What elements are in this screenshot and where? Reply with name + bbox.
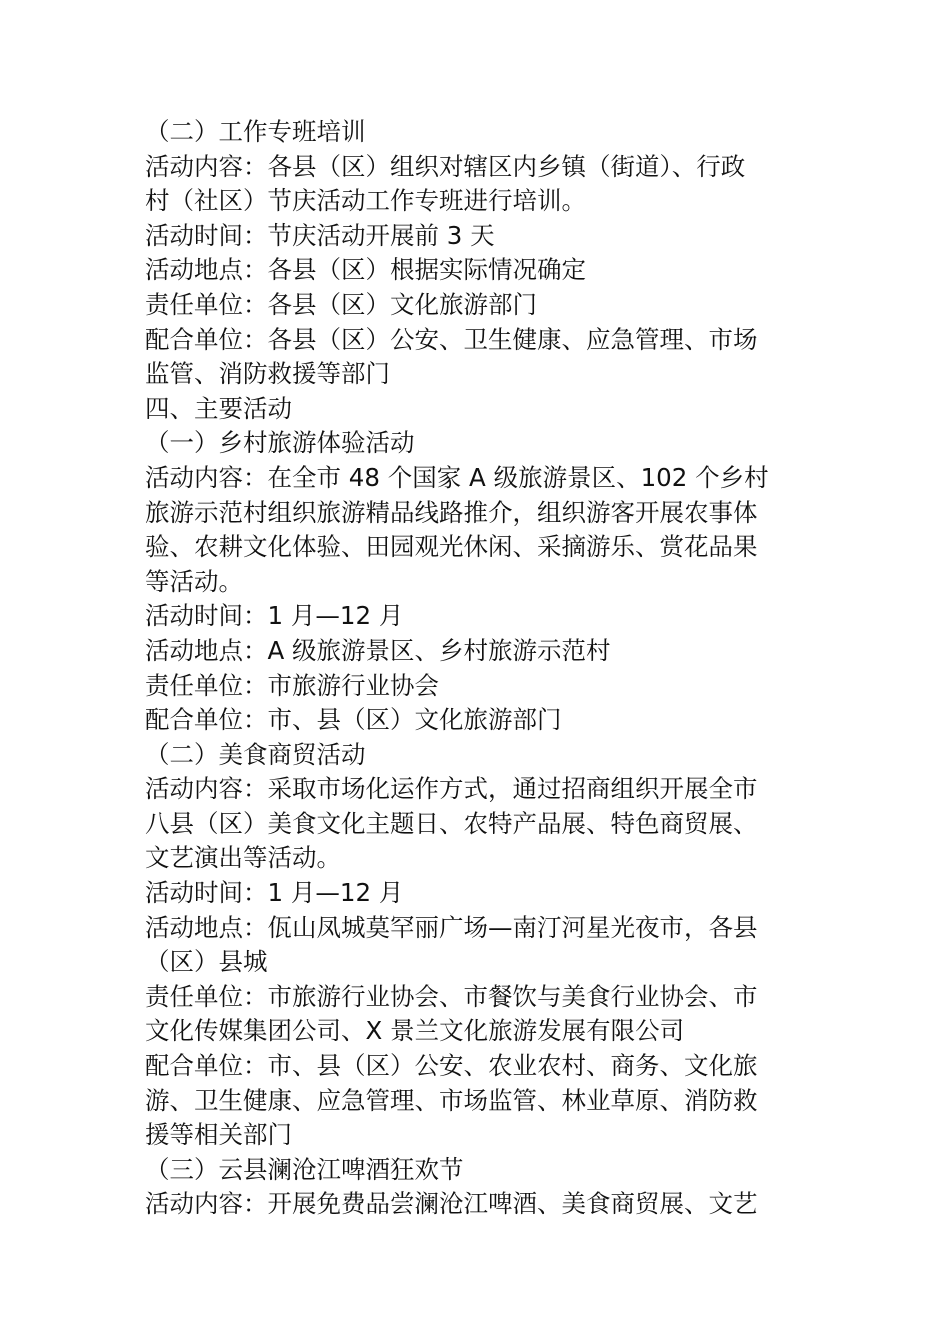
text-line: 验、农耕文化体验、田园观光休闲、采摘游乐、赏花品果	[145, 532, 758, 562]
text-line: 等活动。	[145, 566, 243, 596]
text-line: 监管、消防救援等部门	[145, 359, 390, 389]
document-body	[145, 115, 807, 1222]
heading-food-trade: （二）美食商贸活动	[145, 739, 366, 769]
heading-beer-festival: （三）云县澜沧江啤酒狂欢节	[145, 1154, 464, 1184]
heading-main-activities: 四、主要活动	[145, 393, 292, 423]
text-line: 活动内容：开展免费品尝澜沧江啤酒、美食商贸展、文艺	[145, 1189, 758, 1219]
text-line: 活动地点：A 级旅游景区、乡村旅游示范村	[145, 635, 611, 665]
text-line: 配合单位：各县（区）公安、卫生健康、应急管理、市场	[145, 324, 758, 354]
text-line: 责任单位：各县（区）文化旅游部门	[145, 289, 537, 319]
text-line: 旅游示范村组织旅游精品线路推介，组织游客开展农事体	[145, 497, 758, 527]
heading-work-team-training: （二）工作专班培训	[145, 117, 366, 146]
text-line: 游、卫生健康、应急管理、市场监管、林业草原、消防救	[145, 1085, 758, 1115]
text-line: 村（社区）节庆活动工作专班进行培训。	[145, 186, 586, 216]
text-line: 援等相关部门	[145, 1120, 292, 1150]
text-line: 活动内容：在全市 48 个国家 A 级旅游景区、102 个乡村	[145, 462, 769, 492]
text-line: 文化传媒集团公司、X 景兰文化旅游发展有限公司	[145, 1016, 685, 1046]
text-line: 责任单位：市旅游行业协会	[145, 670, 439, 700]
text-line: 活动时间：1 月—12 月	[145, 601, 404, 631]
text-line: 八县（区）美食文化主题日、农特产品展、特色商贸展、	[145, 808, 758, 838]
text-line: 活动内容：各县（区）组织对辖区内乡镇（街道）、行政	[145, 151, 746, 181]
text-line: 活动地点：佤山凤城莫罕丽广场—南汀河星光夜市，各县	[145, 912, 758, 942]
text-line: 活动时间：1 月—12 月	[145, 878, 404, 908]
text-line: 配合单位：市、县（区）公安、农业农村、商务、文化旅	[145, 1051, 758, 1081]
text-line: （区）县城	[145, 947, 268, 977]
text-line: 活动内容：采取市场化运作方式，通过招商组织开展全市	[145, 774, 758, 804]
text-line: 责任单位：市旅游行业协会、市餐饮与美食行业协会、市	[145, 981, 758, 1011]
text-line: 活动时间：节庆活动开展前 3 天	[145, 220, 495, 250]
text-line: 配合单位：市、县（区）文化旅游部门	[145, 705, 562, 735]
text-line: 活动地点：各县（区）根据实际情况确定	[145, 255, 586, 285]
text-line: 文艺演出等活动。	[145, 843, 341, 873]
heading-rural-tourism: （一）乡村旅游体验活动	[145, 428, 415, 458]
